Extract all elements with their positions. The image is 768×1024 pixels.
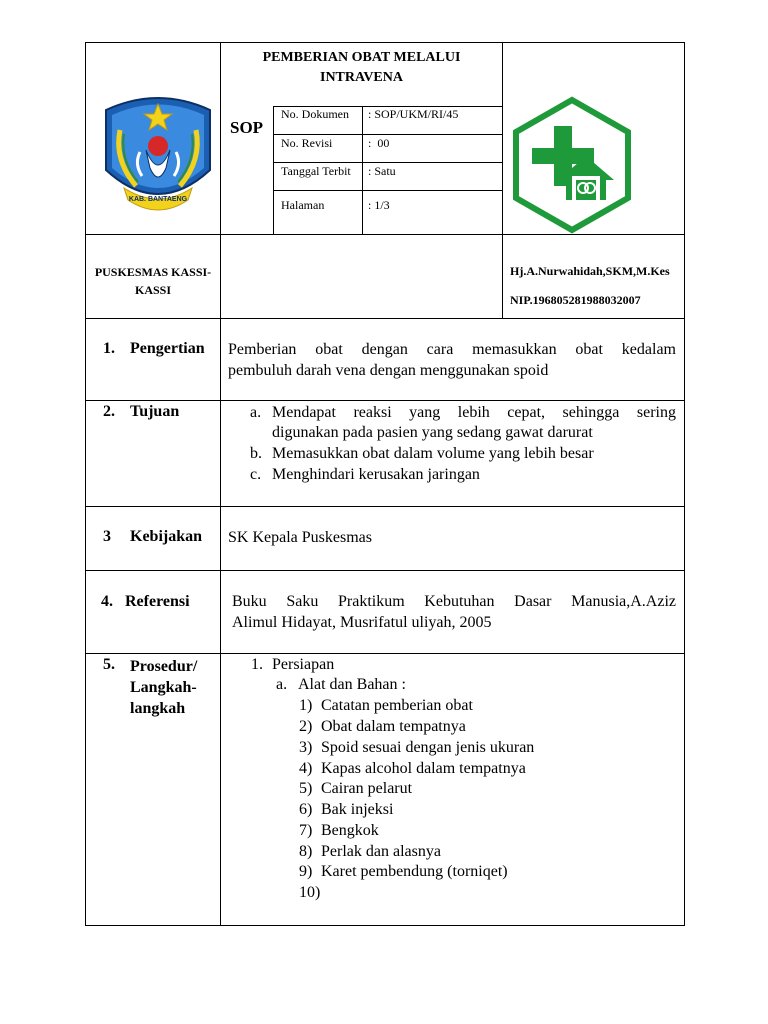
bantaeng-emblem-ribbon-text: KAB. BANTAENG bbox=[128, 196, 188, 203]
meta-label-tanggal-terbit: Tanggal Terbit bbox=[281, 164, 351, 178]
tujuan-item-a-line-1: Mendapat reaksi yang lebih cepat, sehingga sering bbox=[272, 404, 676, 421]
section-referensi-label: Referensi bbox=[125, 593, 190, 610]
meta-value-tanggal-terbit: : Satu bbox=[368, 164, 396, 178]
meta-value-halaman: : 1/3 bbox=[368, 198, 390, 212]
section-tujuan-label: Tujuan bbox=[130, 403, 180, 420]
section-prosedur-number: 5. bbox=[103, 656, 115, 673]
title-line-1: PEMBERIAN OBAT MELALUI bbox=[262, 50, 461, 65]
section-prosedur-label bbox=[130, 656, 197, 719]
section-referensi-text bbox=[232, 592, 676, 633]
puskesmas-logo bbox=[510, 96, 634, 234]
document-title bbox=[221, 48, 502, 88]
prosedur-item-text: Karet pembendung (torniqet) bbox=[321, 863, 508, 880]
section-kebijakan-text: SK Kepala Puskesmas bbox=[228, 529, 372, 546]
prosedur-item-marker: 2) bbox=[299, 718, 313, 735]
referensi-line-2: Alimul Hidayat, Musrifatul uliyah, 2005 bbox=[232, 613, 492, 631]
meta-value-no-dokumen: : SOP/UKM/RI/45 bbox=[368, 107, 459, 121]
meta-value-no-revisi: : 00 bbox=[368, 136, 390, 150]
prosedur-label-line-1: Prosedur/ bbox=[130, 658, 198, 675]
section-pengertian-text bbox=[228, 340, 676, 381]
title-line-2: INTRAVENA bbox=[320, 70, 403, 85]
tujuan-item-c-marker: c. bbox=[250, 466, 262, 483]
prosedur-item-text: Catatan pemberian obat bbox=[321, 697, 473, 714]
prosedur-label-line-3: langkah bbox=[130, 700, 186, 717]
prosedur-item-marker: 7) bbox=[299, 822, 313, 839]
prosedur-item-text: Cairan pelarut bbox=[321, 780, 413, 797]
signer-nip: NIP.196805281988032007 bbox=[510, 293, 641, 307]
pengertian-line-2: pembuluh darah vena dengan menggunakan spoid bbox=[228, 361, 549, 379]
prosedur-item-text: Bak injeksi bbox=[321, 801, 394, 818]
prosedur-item-text: Spoid sesuai dengan jenis ukuran bbox=[321, 739, 535, 756]
organization-name-line-1: PUSKESMAS KASSI- bbox=[94, 265, 212, 279]
meta-label-no-dokumen: No. Dokumen bbox=[281, 107, 349, 121]
tujuan-item-a-marker: a. bbox=[250, 404, 262, 421]
prosedur-item-text: Perlak dan alasnya bbox=[321, 843, 441, 860]
section-tujuan-number: 2. bbox=[103, 403, 115, 420]
prosedur-sub-a-text: Alat dan Bahan : bbox=[298, 676, 406, 693]
prosedur-item-marker: 9) bbox=[299, 863, 313, 880]
pengertian-line-1: Pemberian obat dengan cara memasukkan obat kedalam bbox=[228, 341, 676, 358]
organization-name-line-2: KASSI bbox=[134, 283, 172, 297]
prosedur-label-line-2: Langkah- bbox=[130, 679, 197, 696]
prosedur-item-text: Obat dalam tempatnya bbox=[321, 718, 466, 735]
meta-label-no-revisi: No. Revisi bbox=[281, 136, 333, 150]
signer-name: Hj.A.Nurwahidah,SKM,M.Kes bbox=[510, 264, 670, 278]
tujuan-item-c-text: Menghindari kerusakan jaringan bbox=[272, 466, 480, 483]
tujuan-item-a-line-2: digunakan pada pasien yang sedang gawat darurat bbox=[272, 424, 593, 441]
referensi-line-1: Buku Saku Praktikum Kebutuhan Dasar Manusia,A.Aziz bbox=[232, 593, 676, 610]
prosedur-item-marker: 8) bbox=[299, 843, 313, 860]
prosedur-item-text: Bengkok bbox=[321, 822, 379, 839]
prosedur-item-text: Kapas alcohol dalam tempatnya bbox=[321, 760, 526, 777]
prosedur-item-marker: 4) bbox=[299, 760, 313, 777]
prosedur-step-1-marker: 1. bbox=[251, 656, 263, 673]
prosedur-sub-a-marker: a. bbox=[276, 676, 288, 693]
section-referensi-number: 4. bbox=[101, 593, 113, 610]
prosedur-item-marker: 1) bbox=[299, 697, 313, 714]
meta-label-halaman: Halaman bbox=[281, 198, 325, 212]
section-kebijakan-number: 3 bbox=[103, 528, 111, 545]
prosedur-step-1-text: Persiapan bbox=[272, 656, 335, 673]
section-kebijakan-label: Kebijakan bbox=[130, 528, 203, 545]
tujuan-item-b-text: Memasukkan obat dalam volume yang lebih besar bbox=[272, 445, 594, 462]
organization-name bbox=[86, 263, 220, 299]
section-pengertian-number: 1. bbox=[103, 340, 115, 357]
prosedur-item-marker: 10) bbox=[299, 884, 321, 901]
section-pengertian-label: Pengertian bbox=[130, 340, 205, 357]
prosedur-item-marker: 5) bbox=[299, 780, 313, 797]
prosedur-item-marker: 3) bbox=[299, 739, 313, 756]
sop-label: SOP bbox=[230, 118, 264, 137]
tujuan-item-b-marker: b. bbox=[250, 445, 262, 462]
prosedur-item-marker: 6) bbox=[299, 801, 313, 818]
